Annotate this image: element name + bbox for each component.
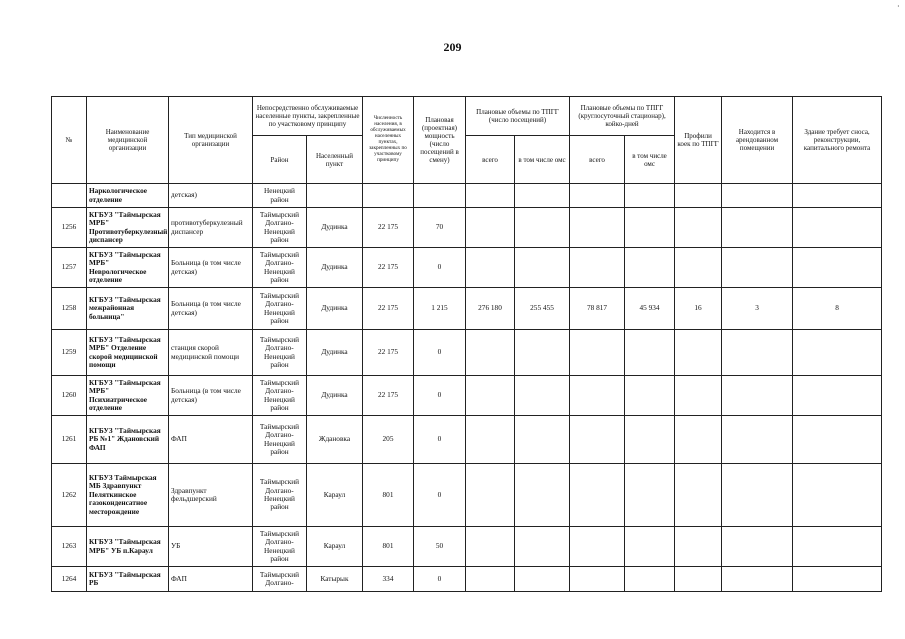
rented-cell	[722, 376, 793, 416]
district-cell: Таймырский Долгано-	[253, 567, 307, 592]
settlement-cell: Дудинка	[307, 330, 363, 376]
profile-beds-cell	[675, 416, 722, 464]
repair-cell	[793, 376, 882, 416]
beds-total-cell	[570, 527, 625, 567]
org-type-cell: ФАП	[169, 416, 253, 464]
table-row	[52, 567, 882, 592]
capacity-cell: 0	[414, 248, 466, 288]
settlement-cell: Дудинка	[307, 208, 363, 248]
visits-oms-cell: 255 455	[515, 288, 570, 330]
page-number: 209	[443, 40, 462, 54]
visits-oms-cell	[515, 567, 570, 592]
visits-oms-cell	[515, 416, 570, 464]
beds-oms-cell	[625, 208, 675, 248]
visits-total-cell	[466, 184, 515, 208]
header-profile-beds: Профили коек по ТПГГ	[675, 97, 722, 184]
settlement-cell: Катырык	[307, 567, 363, 592]
visits-total-cell	[466, 376, 515, 416]
header-visits-oms: в том числе омс	[515, 136, 570, 184]
header-capacity: Плановая (проектная) мощность (число посещений в смену)	[414, 97, 466, 184]
repair-cell	[793, 527, 882, 567]
rented-cell	[722, 184, 793, 208]
capacity-cell: 0	[414, 464, 466, 527]
beds-total-cell	[570, 248, 625, 288]
row-number: 1261	[52, 416, 87, 464]
profile-beds-cell	[675, 184, 722, 208]
settlement-cell: Ждановка	[307, 416, 363, 464]
org-type-cell: Больница (в том числе детская)	[169, 248, 253, 288]
row-number	[52, 184, 87, 208]
table-header	[52, 97, 882, 184]
medical-organizations-table	[51, 96, 882, 592]
rented-cell	[722, 208, 793, 248]
header-served-group: Непосредственно обслуживаемые населенные пункты, закрепленные по участковому принципу	[253, 97, 363, 136]
table-row	[52, 288, 882, 330]
registry-table-wrapper	[51, 96, 881, 592]
org-name-cell: КГБУЗ "Таймырская МРБ" Отделение скорой медицинской помощи	[87, 330, 169, 376]
org-name-cell: Наркологическое отделение	[87, 184, 169, 208]
capacity-cell: 0	[414, 416, 466, 464]
profile-beds-cell	[675, 330, 722, 376]
header-visits-total: всего	[466, 136, 515, 184]
header-population: Численность населения, в обслуживаемых населенных пунктах, закрепленных по участковому принципу	[363, 97, 414, 184]
population-cell: 22 175	[363, 288, 414, 330]
repair-cell	[793, 208, 882, 248]
capacity-cell	[414, 184, 466, 208]
table-row	[52, 184, 882, 208]
beds-total-cell	[570, 376, 625, 416]
beds-oms-cell	[625, 527, 675, 567]
visits-total-cell	[466, 208, 515, 248]
beds-total-cell	[570, 464, 625, 527]
rented-cell: 3	[722, 288, 793, 330]
row-number: 1260	[52, 376, 87, 416]
table-row	[52, 208, 882, 248]
rented-cell	[722, 567, 793, 592]
org-name-cell: КГБУЗ "Таймырская МРБ" Противотуберкулезный диспансер	[87, 208, 169, 248]
org-name-cell: КГБУЗ "Таймырская МРБ" Неврологическое отделение	[87, 248, 169, 288]
district-cell: Таймырский Долгано-Ненецкий район	[253, 288, 307, 330]
visits-total-cell	[466, 567, 515, 592]
capacity-cell: 0	[414, 567, 466, 592]
repair-cell	[793, 184, 882, 208]
org-type-cell: Здравпункт фельдшерский	[169, 464, 253, 527]
org-name-cell: КГБУЗ "Таймырская РБ №1" Ждановский ФАП	[87, 416, 169, 464]
settlement-cell: Дудинка	[307, 288, 363, 330]
corner-mark: ·	[897, 2, 900, 11]
district-cell: Таймырский Долгано-Ненецкий район	[253, 464, 307, 527]
org-type-cell: станция скорой медицинской помощи	[169, 330, 253, 376]
repair-cell	[793, 464, 882, 527]
district-cell: Таймырский Долгано-Ненецкий район	[253, 416, 307, 464]
visits-oms-cell	[515, 464, 570, 527]
beds-total-cell	[570, 208, 625, 248]
beds-oms-cell	[625, 464, 675, 527]
beds-oms-cell: 45 934	[625, 288, 675, 330]
population-cell: 22 175	[363, 248, 414, 288]
population-cell: 22 175	[363, 208, 414, 248]
visits-oms-cell	[515, 184, 570, 208]
district-cell: Таймырский Долгано-Ненецкий район	[253, 248, 307, 288]
population-cell: 334	[363, 567, 414, 592]
visits-total-cell: 276 180	[466, 288, 515, 330]
table-row	[52, 248, 882, 288]
row-number: 1259	[52, 330, 87, 376]
org-name-cell: КГБУЗ Таймырская МБ Здравпункт Пеляткинское газоконденсатное месторождение	[87, 464, 169, 527]
beds-total-cell	[570, 330, 625, 376]
profile-beds-cell	[675, 527, 722, 567]
table-row	[52, 464, 882, 527]
row-number: 1262	[52, 464, 87, 527]
district-cell: Таймырский Долгано-Ненецкий район	[253, 208, 307, 248]
org-name-cell: КГБУЗ "Таймырская РБ	[87, 567, 169, 592]
org-name-cell: КГБУЗ "Таймырская межрайонная больница"	[87, 288, 169, 330]
profile-beds-cell	[675, 376, 722, 416]
beds-oms-cell	[625, 330, 675, 376]
org-type-cell: Больница (в том числе детская)	[169, 288, 253, 330]
rented-cell	[722, 416, 793, 464]
beds-oms-cell	[625, 416, 675, 464]
settlement-cell: Дудинка	[307, 376, 363, 416]
header-tpgg-visits: Плановые объемы по ТПГГ (число посещений)	[466, 97, 570, 136]
profile-beds-cell: 16	[675, 288, 722, 330]
settlement-cell: Караул	[307, 527, 363, 567]
rented-cell	[722, 464, 793, 527]
settlement-cell: Караул	[307, 464, 363, 527]
header-org-name: Наименование медицинской организации	[87, 97, 169, 184]
profile-beds-cell	[675, 248, 722, 288]
rented-cell	[722, 330, 793, 376]
table-row	[52, 416, 882, 464]
population-cell	[363, 184, 414, 208]
rented-cell	[722, 248, 793, 288]
repair-cell	[793, 416, 882, 464]
org-name-cell: КГБУЗ "Таймырская МРБ" Психиатрическое отделение	[87, 376, 169, 416]
beds-total-cell: 78 817	[570, 288, 625, 330]
visits-total-cell	[466, 330, 515, 376]
capacity-cell: 0	[414, 376, 466, 416]
org-type-cell: УБ	[169, 527, 253, 567]
district-cell: Таймырский Долгано-Ненецкий район	[253, 527, 307, 567]
row-number: 1256	[52, 208, 87, 248]
visits-oms-cell	[515, 248, 570, 288]
org-type-cell: противотуберкулезный диспансер	[169, 208, 253, 248]
org-name-cell: КГБУЗ "Таймырская МРБ" УБ п.Караул	[87, 527, 169, 567]
header-tpgg-beds: Плановые объемы по ТПГГ (круглосуточный стационар), койко-дней	[570, 97, 675, 136]
org-type-cell: детская)	[169, 184, 253, 208]
header-beds-total: всего	[570, 136, 625, 184]
capacity-cell: 50	[414, 527, 466, 567]
table-row	[52, 330, 882, 376]
row-number: 1264	[52, 567, 87, 592]
beds-oms-cell	[625, 567, 675, 592]
visits-oms-cell	[515, 527, 570, 567]
repair-cell	[793, 248, 882, 288]
visits-oms-cell	[515, 376, 570, 416]
beds-oms-cell	[625, 376, 675, 416]
beds-total-cell	[570, 184, 625, 208]
org-type-cell: Больница (в том числе детская)	[169, 376, 253, 416]
settlement-cell	[307, 184, 363, 208]
table-body	[52, 184, 882, 592]
profile-beds-cell	[675, 464, 722, 527]
population-cell: 801	[363, 464, 414, 527]
header-settlement: Населенный пункт	[307, 136, 363, 184]
profile-beds-cell	[675, 208, 722, 248]
repair-cell	[793, 330, 882, 376]
table-row	[52, 376, 882, 416]
visits-total-cell	[466, 248, 515, 288]
beds-total-cell	[570, 567, 625, 592]
header-district: Район	[253, 136, 307, 184]
capacity-cell: 0	[414, 330, 466, 376]
beds-oms-cell	[625, 248, 675, 288]
rented-cell	[722, 527, 793, 567]
district-cell: Таймырский Долгано-Ненецкий район	[253, 330, 307, 376]
visits-total-cell	[466, 416, 515, 464]
header-rented: Находится в арендованном помещении	[722, 97, 793, 184]
visits-total-cell	[466, 464, 515, 527]
beds-oms-cell	[625, 184, 675, 208]
repair-cell	[793, 567, 882, 592]
table-row	[52, 527, 882, 567]
population-cell: 205	[363, 416, 414, 464]
row-number: 1257	[52, 248, 87, 288]
header-beds-oms: в том числе омс	[625, 136, 675, 184]
capacity-cell: 70	[414, 208, 466, 248]
repair-cell: 8	[793, 288, 882, 330]
row-number: 1258	[52, 288, 87, 330]
header-num: №	[52, 97, 87, 184]
capacity-cell: 1 215	[414, 288, 466, 330]
header-org-type: Тип медицинской организации	[169, 97, 253, 184]
population-cell: 801	[363, 527, 414, 567]
visits-oms-cell	[515, 330, 570, 376]
org-type-cell: ФАП	[169, 567, 253, 592]
row-number: 1263	[52, 527, 87, 567]
district-cell: Таймырский Долгано-Ненецкий район	[253, 376, 307, 416]
population-cell: 22 175	[363, 330, 414, 376]
district-cell: Ненецкий район	[253, 184, 307, 208]
settlement-cell: Дудинка	[307, 248, 363, 288]
profile-beds-cell	[675, 567, 722, 592]
population-cell: 22 175	[363, 376, 414, 416]
beds-total-cell	[570, 416, 625, 464]
visits-oms-cell	[515, 208, 570, 248]
header-repair: Здание требует сноса, реконструкции, капитального ремонта	[793, 97, 882, 184]
visits-total-cell	[466, 527, 515, 567]
